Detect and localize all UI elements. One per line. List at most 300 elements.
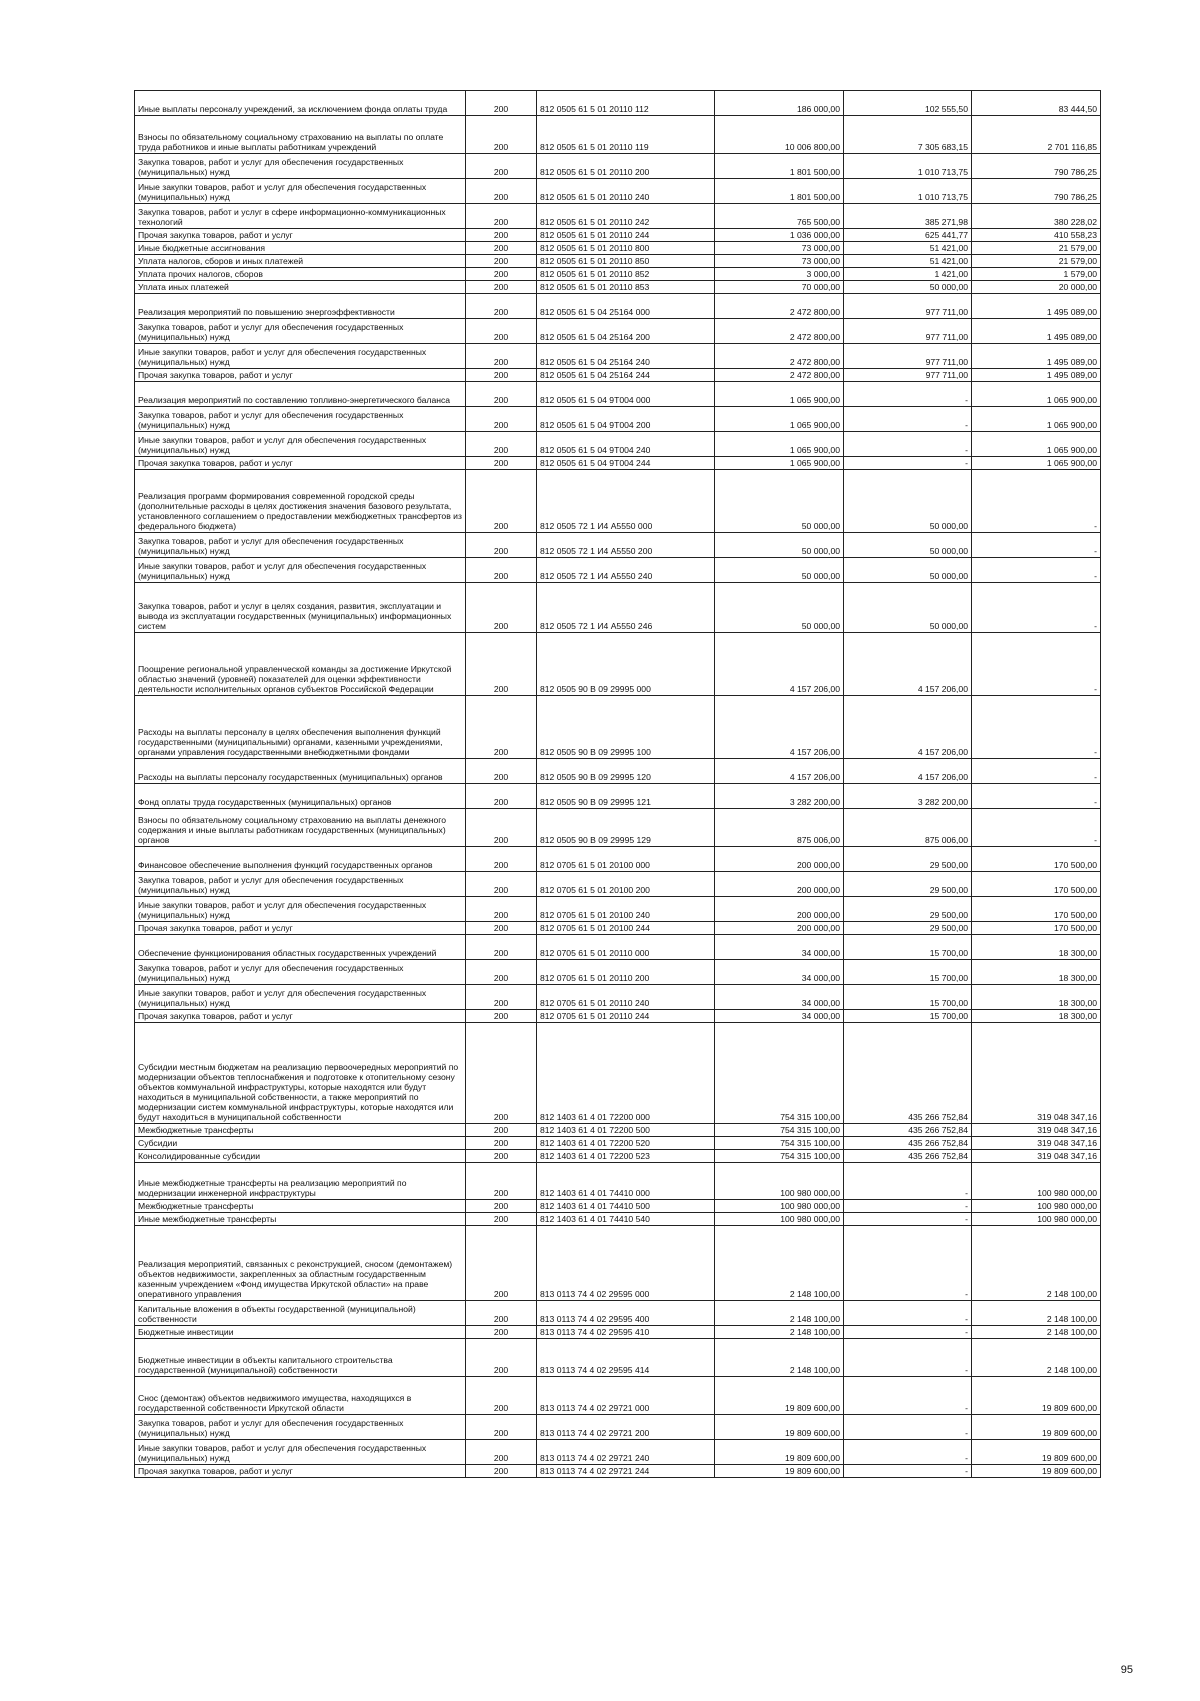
- row-code-cell: 200: [466, 1414, 537, 1439]
- row-name-cell: Бюджетные инвестиции в объекты капитального строительства государственной (муниципальной) собственности: [135, 1339, 466, 1377]
- row-name-cell: Уплата иных платежей: [135, 280, 466, 293]
- row-rest-cell: 19 809 600,00: [972, 1377, 1101, 1415]
- row-plan-cell: 2 148 100,00: [715, 1326, 844, 1339]
- row-csr-cell: 812 0505 61 5 04 25164 200: [537, 319, 715, 344]
- row-name-cell: Закупка товаров, работ и услуг в целях создания, развития, эксплуатации и вывода из эксплуатации государственных (муниципальных) информационных систем: [135, 583, 466, 633]
- row-exec-cell: -: [844, 1439, 972, 1464]
- row-csr-cell: 812 0705 61 5 01 20100 000: [537, 846, 715, 871]
- row-code-cell: 200: [466, 985, 537, 1010]
- table-row: [135, 254, 1101, 267]
- row-name-cell: Финансовое обеспечение выполнения функций государственных органов: [135, 846, 466, 871]
- table-row: [135, 758, 1101, 783]
- row-exec-cell: 435 266 752,84: [844, 1123, 972, 1136]
- row-plan-cell: 19 809 600,00: [715, 1414, 844, 1439]
- row-plan-cell: 754 315 100,00: [715, 1023, 844, 1123]
- row-name-cell: Закупка товаров, работ и услуг для обеспечения государственных (муниципальных) нужд: [135, 319, 466, 344]
- row-csr-cell: 813 0113 74 4 02 29721 200: [537, 1414, 715, 1439]
- table-row: [135, 558, 1101, 583]
- row-rest-cell: 319 048 347,16: [972, 1023, 1101, 1123]
- row-rest-cell: 1 065 900,00: [972, 432, 1101, 457]
- row-exec-cell: -: [844, 432, 972, 457]
- row-code-cell: 200: [466, 293, 537, 318]
- table-row: [135, 985, 1101, 1010]
- row-name-cell: Иные закупки товаров, работ и услуг для обеспечения государственных (муниципальных) нужд: [135, 344, 466, 369]
- row-csr-cell: 812 0505 72 1 И4 А5550 240: [537, 558, 715, 583]
- table-row: [135, 1464, 1101, 1477]
- row-rest-cell: 2 148 100,00: [972, 1339, 1101, 1377]
- row-name-cell: Прочая закупка товаров, работ и услуг: [135, 457, 466, 470]
- row-csr-cell: 813 0113 74 4 02 29595 410: [537, 1326, 715, 1339]
- row-exec-cell: 977 711,00: [844, 369, 972, 382]
- row-rest-cell: -: [972, 558, 1101, 583]
- row-rest-cell: 790 786,25: [972, 153, 1101, 178]
- row-rest-cell: 2 148 100,00: [972, 1301, 1101, 1326]
- row-exec-cell: 875 006,00: [844, 809, 972, 847]
- row-code-cell: 200: [466, 1377, 537, 1415]
- table-row: [135, 959, 1101, 984]
- row-exec-cell: -: [844, 1464, 972, 1477]
- row-rest-cell: 1 579,00: [972, 267, 1101, 280]
- row-exec-cell: -: [844, 1200, 972, 1213]
- row-exec-cell: 102 555,50: [844, 91, 972, 116]
- row-rest-cell: 170 500,00: [972, 871, 1101, 896]
- row-name-cell: Капитальные вложения в объекты государственной (муниципальной) собственности: [135, 1301, 466, 1326]
- row-plan-cell: 34 000,00: [715, 985, 844, 1010]
- row-csr-cell: 812 0505 72 1 И4 А5550 200: [537, 533, 715, 558]
- row-plan-cell: 2 472 800,00: [715, 344, 844, 369]
- row-code-cell: 200: [466, 934, 537, 959]
- row-csr-cell: 812 0505 61 5 01 20110 112: [537, 91, 715, 116]
- row-csr-cell: 812 1403 61 4 01 72200 000: [537, 1023, 715, 1123]
- row-plan-cell: 200 000,00: [715, 896, 844, 921]
- row-csr-cell: 812 1403 61 4 01 74410 000: [537, 1162, 715, 1200]
- row-csr-cell: 812 0705 61 5 01 20110 000: [537, 934, 715, 959]
- row-code-cell: 200: [466, 758, 537, 783]
- table-row: [135, 1200, 1101, 1213]
- table-row: [135, 783, 1101, 808]
- row-plan-cell: 1 065 900,00: [715, 382, 844, 407]
- row-exec-cell: -: [844, 1162, 972, 1200]
- row-name-cell: Закупка товаров, работ и услуг для обеспечения государственных (муниципальных) нужд: [135, 871, 466, 896]
- table-row: [135, 871, 1101, 896]
- table-row: [135, 809, 1101, 847]
- row-csr-cell: 812 0705 61 5 01 20110 200: [537, 959, 715, 984]
- table-row: [135, 293, 1101, 318]
- row-plan-cell: 19 809 600,00: [715, 1377, 844, 1415]
- row-exec-cell: 1 010 713,75: [844, 153, 972, 178]
- row-code-cell: 200: [466, 116, 537, 154]
- row-exec-cell: 50 000,00: [844, 280, 972, 293]
- row-exec-cell: -: [844, 382, 972, 407]
- row-exec-cell: 4 157 206,00: [844, 758, 972, 783]
- table-row: [135, 1162, 1101, 1200]
- row-exec-cell: 625 441,77: [844, 228, 972, 241]
- row-csr-cell: 812 0505 61 5 04 25164 244: [537, 369, 715, 382]
- table-row: [135, 407, 1101, 432]
- row-name-cell: Обеспечение функционирования областных государственных учреждений: [135, 934, 466, 959]
- row-rest-cell: 18 300,00: [972, 959, 1101, 984]
- row-rest-cell: 1 495 089,00: [972, 319, 1101, 344]
- row-code-cell: 200: [466, 809, 537, 847]
- row-exec-cell: 50 000,00: [844, 533, 972, 558]
- row-name-cell: Межбюджетные трансферты: [135, 1123, 466, 1136]
- row-plan-cell: 200 000,00: [715, 921, 844, 934]
- row-name-cell: Иные закупки товаров, работ и услуг для обеспечения государственных (муниципальных) нужд: [135, 896, 466, 921]
- row-csr-cell: 812 1403 61 4 01 72200 520: [537, 1136, 715, 1149]
- row-plan-cell: 34 000,00: [715, 934, 844, 959]
- row-exec-cell: 50 000,00: [844, 558, 972, 583]
- row-plan-cell: 1 065 900,00: [715, 432, 844, 457]
- row-name-cell: Прочая закупка товаров, работ и услуг: [135, 228, 466, 241]
- row-name-cell: Иные бюджетные ассигнования: [135, 241, 466, 254]
- row-rest-cell: 1 065 900,00: [972, 382, 1101, 407]
- row-plan-cell: 73 000,00: [715, 254, 844, 267]
- row-rest-cell: 100 980 000,00: [972, 1200, 1101, 1213]
- row-code-cell: 200: [466, 1464, 537, 1477]
- row-code-cell: 200: [466, 1326, 537, 1339]
- table-row: [135, 382, 1101, 407]
- row-exec-cell: 51 421,00: [844, 241, 972, 254]
- row-csr-cell: 812 1403 61 4 01 72200 500: [537, 1123, 715, 1136]
- table-row: [135, 1010, 1101, 1023]
- row-rest-cell: 19 809 600,00: [972, 1464, 1101, 1477]
- table-row: [135, 457, 1101, 470]
- row-name-cell: Реализация мероприятий по повышению энергоэффективности: [135, 293, 466, 318]
- row-exec-cell: 435 266 752,84: [844, 1136, 972, 1149]
- row-name-cell: Субсидии: [135, 1136, 466, 1149]
- row-name-cell: Закупка товаров, работ и услуг для обеспечения государственных (муниципальных) нужд: [135, 1414, 466, 1439]
- row-exec-cell: -: [844, 1301, 972, 1326]
- row-rest-cell: 1 495 089,00: [972, 344, 1101, 369]
- row-csr-cell: 812 0505 90 В 09 29995 100: [537, 696, 715, 759]
- row-rest-cell: 319 048 347,16: [972, 1136, 1101, 1149]
- row-exec-cell: -: [844, 1213, 972, 1226]
- row-name-cell: Бюджетные инвестиции: [135, 1326, 466, 1339]
- row-rest-cell: 319 048 347,16: [972, 1149, 1101, 1162]
- page-number: 95: [1120, 1664, 1133, 1676]
- table-row: [135, 267, 1101, 280]
- row-plan-cell: 70 000,00: [715, 280, 844, 293]
- row-exec-cell: 50 000,00: [844, 470, 972, 533]
- row-code-cell: 200: [466, 1123, 537, 1136]
- row-exec-cell: 4 157 206,00: [844, 633, 972, 696]
- row-csr-cell: 812 0505 61 5 01 20110 244: [537, 228, 715, 241]
- table-row: [135, 533, 1101, 558]
- row-name-cell: Уплата прочих налогов, сборов: [135, 267, 466, 280]
- row-name-cell: Иные межбюджетные трансферты: [135, 1213, 466, 1226]
- row-plan-cell: 2 472 800,00: [715, 319, 844, 344]
- table-row: [135, 344, 1101, 369]
- table-row: [135, 1439, 1101, 1464]
- row-name-cell: Реализация программ формирования современной городской среды (дополнительные расходы в целях достижения значения базового результата, установленного соглашением о предоставлении межбюджетных трансфертов из федерального бюджета): [135, 470, 466, 533]
- table-row: [135, 1213, 1101, 1226]
- row-name-cell: Иные закупки товаров, работ и услуг для обеспечения государственных (муниципальных) нужд: [135, 1439, 466, 1464]
- row-plan-cell: 200 000,00: [715, 846, 844, 871]
- table-body: [135, 91, 1101, 1478]
- row-plan-cell: 50 000,00: [715, 533, 844, 558]
- row-csr-cell: 812 0505 61 5 01 20110 200: [537, 153, 715, 178]
- row-exec-cell: -: [844, 1226, 972, 1301]
- table-row: [135, 1023, 1101, 1123]
- row-name-cell: Закупка товаров, работ и услуг для обеспечения государственных (муниципальных) нужд: [135, 153, 466, 178]
- table-row: [135, 116, 1101, 154]
- row-csr-cell: 812 0505 90 В 09 29995 120: [537, 758, 715, 783]
- table-row: [135, 696, 1101, 759]
- row-plan-cell: 4 157 206,00: [715, 758, 844, 783]
- row-plan-cell: 34 000,00: [715, 1010, 844, 1023]
- row-code-cell: 200: [466, 1010, 537, 1023]
- row-rest-cell: -: [972, 783, 1101, 808]
- row-exec-cell: 7 305 683,15: [844, 116, 972, 154]
- row-code-cell: 200: [466, 344, 537, 369]
- row-code-cell: 200: [466, 558, 537, 583]
- row-csr-cell: 812 0705 61 5 01 20100 240: [537, 896, 715, 921]
- row-name-cell: Консолидированные субсидии: [135, 1149, 466, 1162]
- row-name-cell: Взносы по обязательному социальному страхованию на выплаты по оплате труда работников и иные выплаты работникам учреждений: [135, 116, 466, 154]
- row-name-cell: Иные межбюджетные трансферты на реализацию мероприятий по модернизации инженерной инфраструктуры: [135, 1162, 466, 1200]
- row-exec-cell: 51 421,00: [844, 254, 972, 267]
- row-name-cell: Иные выплаты персоналу учреждений, за исключением фонда оплаты труда: [135, 91, 466, 116]
- row-rest-cell: 100 980 000,00: [972, 1213, 1101, 1226]
- row-csr-cell: 813 0113 74 4 02 29595 400: [537, 1301, 715, 1326]
- row-rest-cell: 2 701 116,85: [972, 116, 1101, 154]
- row-rest-cell: 1 495 089,00: [972, 369, 1101, 382]
- table-row: [135, 1149, 1101, 1162]
- row-name-cell: Иные закупки товаров, работ и услуг для обеспечения государственных (муниципальных) нужд: [135, 432, 466, 457]
- row-code-cell: 200: [466, 382, 537, 407]
- row-rest-cell: 21 579,00: [972, 254, 1101, 267]
- row-name-cell: Межбюджетные трансферты: [135, 1200, 466, 1213]
- row-code-cell: 200: [466, 921, 537, 934]
- row-csr-cell: 812 0505 61 5 04 9Т004 240: [537, 432, 715, 457]
- row-plan-cell: 2 148 100,00: [715, 1226, 844, 1301]
- row-exec-cell: -: [844, 1326, 972, 1339]
- row-exec-cell: 29 500,00: [844, 846, 972, 871]
- row-rest-cell: 19 809 600,00: [972, 1414, 1101, 1439]
- row-plan-cell: 1 036 000,00: [715, 228, 844, 241]
- budget-execution-table: [134, 90, 1101, 1478]
- row-rest-cell: -: [972, 533, 1101, 558]
- row-exec-cell: 15 700,00: [844, 985, 972, 1010]
- row-code-cell: 200: [466, 280, 537, 293]
- row-csr-cell: 812 0705 61 5 01 20100 244: [537, 921, 715, 934]
- row-code-cell: 200: [466, 1439, 537, 1464]
- row-code-cell: 200: [466, 696, 537, 759]
- row-csr-cell: 812 0505 72 1 И4 А5550 000: [537, 470, 715, 533]
- row-csr-cell: 812 0705 61 5 01 20110 240: [537, 985, 715, 1010]
- row-exec-cell: 15 700,00: [844, 959, 972, 984]
- row-csr-cell: 813 0113 74 4 02 29595 414: [537, 1339, 715, 1377]
- row-code-cell: 200: [466, 203, 537, 228]
- row-code-cell: 200: [466, 178, 537, 203]
- row-csr-cell: 813 0113 74 4 02 29721 240: [537, 1439, 715, 1464]
- row-code-cell: 200: [466, 1136, 537, 1149]
- row-plan-cell: 100 980 000,00: [715, 1213, 844, 1226]
- table-row: [135, 470, 1101, 533]
- row-rest-cell: -: [972, 809, 1101, 847]
- row-plan-cell: 754 315 100,00: [715, 1123, 844, 1136]
- table-row: [135, 1339, 1101, 1377]
- row-csr-cell: 812 0505 61 5 04 9Т004 244: [537, 457, 715, 470]
- row-rest-cell: 790 786,25: [972, 178, 1101, 203]
- row-name-cell: Реализация мероприятий, связанных с реконструкцией, сносом (демонтажем) объектов недвижимости, закрепленных за областным государственным казенным учреждением «Фонд имущества Иркутской области» на праве оперативного управления: [135, 1226, 466, 1301]
- row-code-cell: 200: [466, 153, 537, 178]
- row-name-cell: Расходы на выплаты персоналу государственных (муниципальных) органов: [135, 758, 466, 783]
- row-exec-cell: 1 421,00: [844, 267, 972, 280]
- row-name-cell: Иные закупки товаров, работ и услуг для обеспечения государственных (муниципальных) нужд: [135, 558, 466, 583]
- row-plan-cell: 2 148 100,00: [715, 1339, 844, 1377]
- row-name-cell: Закупка товаров, работ и услуг для обеспечения государственных (муниципальных) нужд: [135, 407, 466, 432]
- row-rest-cell: 19 809 600,00: [972, 1439, 1101, 1464]
- row-plan-cell: 3 000,00: [715, 267, 844, 280]
- row-name-cell: Закупка товаров, работ и услуг для обеспечения государственных (муниципальных) нужд: [135, 533, 466, 558]
- row-code-cell: 200: [466, 1339, 537, 1377]
- row-exec-cell: -: [844, 1414, 972, 1439]
- row-csr-cell: 812 0505 90 В 09 29995 000: [537, 633, 715, 696]
- row-plan-cell: 1 065 900,00: [715, 457, 844, 470]
- row-plan-cell: 34 000,00: [715, 959, 844, 984]
- row-exec-cell: 977 711,00: [844, 344, 972, 369]
- row-plan-cell: 50 000,00: [715, 470, 844, 533]
- row-plan-cell: 3 282 200,00: [715, 783, 844, 808]
- table-row: [135, 319, 1101, 344]
- table-row: [135, 1301, 1101, 1326]
- row-plan-cell: 754 315 100,00: [715, 1136, 844, 1149]
- row-rest-cell: 18 300,00: [972, 1010, 1101, 1023]
- row-exec-cell: 977 711,00: [844, 293, 972, 318]
- row-code-cell: 200: [466, 583, 537, 633]
- row-code-cell: 200: [466, 228, 537, 241]
- row-name-cell: Прочая закупка товаров, работ и услуг: [135, 369, 466, 382]
- row-csr-cell: 812 0505 90 В 09 29995 121: [537, 783, 715, 808]
- table-row: [135, 1377, 1101, 1415]
- row-csr-cell: 813 0113 74 4 02 29721 244: [537, 1464, 715, 1477]
- row-plan-cell: 4 157 206,00: [715, 696, 844, 759]
- row-code-cell: 200: [466, 470, 537, 533]
- row-csr-cell: 812 1403 61 4 01 72200 523: [537, 1149, 715, 1162]
- row-name-cell: Иные закупки товаров, работ и услуг для обеспечения государственных (муниципальных) нужд: [135, 178, 466, 203]
- row-code-cell: 200: [466, 1301, 537, 1326]
- row-code-cell: 200: [466, 91, 537, 116]
- row-csr-cell: 812 1403 61 4 01 74410 540: [537, 1213, 715, 1226]
- row-code-cell: 200: [466, 369, 537, 382]
- row-name-cell: Прочая закупка товаров, работ и услуг: [135, 921, 466, 934]
- row-rest-cell: -: [972, 583, 1101, 633]
- table-row: [135, 369, 1101, 382]
- row-csr-cell: 812 0505 61 5 01 20110 852: [537, 267, 715, 280]
- row-exec-cell: -: [844, 1339, 972, 1377]
- row-exec-cell: 435 266 752,84: [844, 1023, 972, 1123]
- row-csr-cell: 812 0705 61 5 01 20100 200: [537, 871, 715, 896]
- row-plan-cell: 2 472 800,00: [715, 293, 844, 318]
- table-row: [135, 896, 1101, 921]
- row-rest-cell: 1 495 089,00: [972, 293, 1101, 318]
- row-csr-cell: 812 0505 61 5 04 25164 240: [537, 344, 715, 369]
- table-row: [135, 153, 1101, 178]
- row-csr-cell: 812 0705 61 5 01 20110 244: [537, 1010, 715, 1023]
- row-name-cell: Прочая закупка товаров, работ и услуг: [135, 1010, 466, 1023]
- row-plan-cell: 1 065 900,00: [715, 407, 844, 432]
- row-name-cell: Поощрение региональной управленческой команды за достижение Иркутской областью значений (уровней) показателей для оценки эффективности деятельности исполнительных органов субъектов Российской Федерации: [135, 633, 466, 696]
- row-plan-cell: 186 000,00: [715, 91, 844, 116]
- row-code-cell: 200: [466, 846, 537, 871]
- row-rest-cell: -: [972, 633, 1101, 696]
- row-code-cell: 200: [466, 633, 537, 696]
- row-csr-cell: 812 0505 61 5 04 9Т004 000: [537, 382, 715, 407]
- row-rest-cell: -: [972, 470, 1101, 533]
- row-name-cell: Субсидии местным бюджетам на реализацию первоочередных мероприятий по модернизации объектов теплоснабжения и подготовке к отопительному сезону объектов коммунальной инфраструктуры, которые находятся или будут находиться в муниципальной собственности, а также мероприятий по модернизации систем коммунальной инфраструктуры, которые находятся или будут находиться в муниципальной собственности: [135, 1023, 466, 1123]
- row-plan-cell: 1 801 500,00: [715, 178, 844, 203]
- row-plan-cell: 4 157 206,00: [715, 633, 844, 696]
- row-plan-cell: 754 315 100,00: [715, 1149, 844, 1162]
- row-rest-cell: 380 228,02: [972, 203, 1101, 228]
- row-exec-cell: 4 157 206,00: [844, 696, 972, 759]
- table-row: [135, 934, 1101, 959]
- row-exec-cell: 29 500,00: [844, 921, 972, 934]
- row-exec-cell: 15 700,00: [844, 1010, 972, 1023]
- row-csr-cell: 812 0505 90 В 09 29995 129: [537, 809, 715, 847]
- row-rest-cell: 2 148 100,00: [972, 1226, 1101, 1301]
- row-code-cell: 200: [466, 896, 537, 921]
- row-rest-cell: 1 065 900,00: [972, 457, 1101, 470]
- row-exec-cell: 385 271,98: [844, 203, 972, 228]
- row-plan-cell: 100 980 000,00: [715, 1200, 844, 1213]
- row-name-cell: Расходы на выплаты персоналу в целях обеспечения выполнения функций государственными (муниципальными) органами, казенными учреждениями, органами управления государственными внебюджетными фондами: [135, 696, 466, 759]
- row-csr-cell: 813 0113 74 4 02 29721 000: [537, 1377, 715, 1415]
- row-plan-cell: 50 000,00: [715, 558, 844, 583]
- row-exec-cell: 3 282 200,00: [844, 783, 972, 808]
- row-plan-cell: 2 472 800,00: [715, 369, 844, 382]
- table-row: [135, 228, 1101, 241]
- row-code-cell: 200: [466, 241, 537, 254]
- row-name-cell: Снос (демонтаж) объектов недвижимого имущества, находящихся в государственной собственности Иркутской области: [135, 1377, 466, 1415]
- row-exec-cell: -: [844, 457, 972, 470]
- row-code-cell: 200: [466, 1213, 537, 1226]
- row-csr-cell: 812 0505 61 5 01 20110 850: [537, 254, 715, 267]
- row-rest-cell: 1 065 900,00: [972, 407, 1101, 432]
- table-row: [135, 432, 1101, 457]
- table-row: [135, 178, 1101, 203]
- table-row: [135, 241, 1101, 254]
- table-row: [135, 1326, 1101, 1339]
- row-code-cell: 200: [466, 1023, 537, 1123]
- row-code-cell: 200: [466, 1226, 537, 1301]
- row-code-cell: 200: [466, 319, 537, 344]
- row-plan-cell: 765 500,00: [715, 203, 844, 228]
- table-row: [135, 583, 1101, 633]
- row-plan-cell: 875 006,00: [715, 809, 844, 847]
- row-exec-cell: 50 000,00: [844, 583, 972, 633]
- row-exec-cell: -: [844, 407, 972, 432]
- row-code-cell: 200: [466, 457, 537, 470]
- table-row: [135, 1414, 1101, 1439]
- row-rest-cell: 18 300,00: [972, 985, 1101, 1010]
- row-csr-cell: 812 0505 61 5 01 20110 853: [537, 280, 715, 293]
- row-rest-cell: 170 500,00: [972, 896, 1101, 921]
- row-name-cell: Иные закупки товаров, работ и услуг для обеспечения государственных (муниципальных) нужд: [135, 985, 466, 1010]
- table-row: [135, 1136, 1101, 1149]
- row-code-cell: 200: [466, 254, 537, 267]
- row-exec-cell: 1 010 713,75: [844, 178, 972, 203]
- row-csr-cell: 812 0505 61 5 01 20110 242: [537, 203, 715, 228]
- table-row: [135, 921, 1101, 934]
- row-name-cell: Уплата налогов, сборов и иных платежей: [135, 254, 466, 267]
- row-csr-cell: 812 1403 61 4 01 74410 500: [537, 1200, 715, 1213]
- row-plan-cell: 2 148 100,00: [715, 1301, 844, 1326]
- row-plan-cell: 50 000,00: [715, 583, 844, 633]
- row-code-cell: 200: [466, 959, 537, 984]
- row-csr-cell: 812 0505 61 5 01 20110 800: [537, 241, 715, 254]
